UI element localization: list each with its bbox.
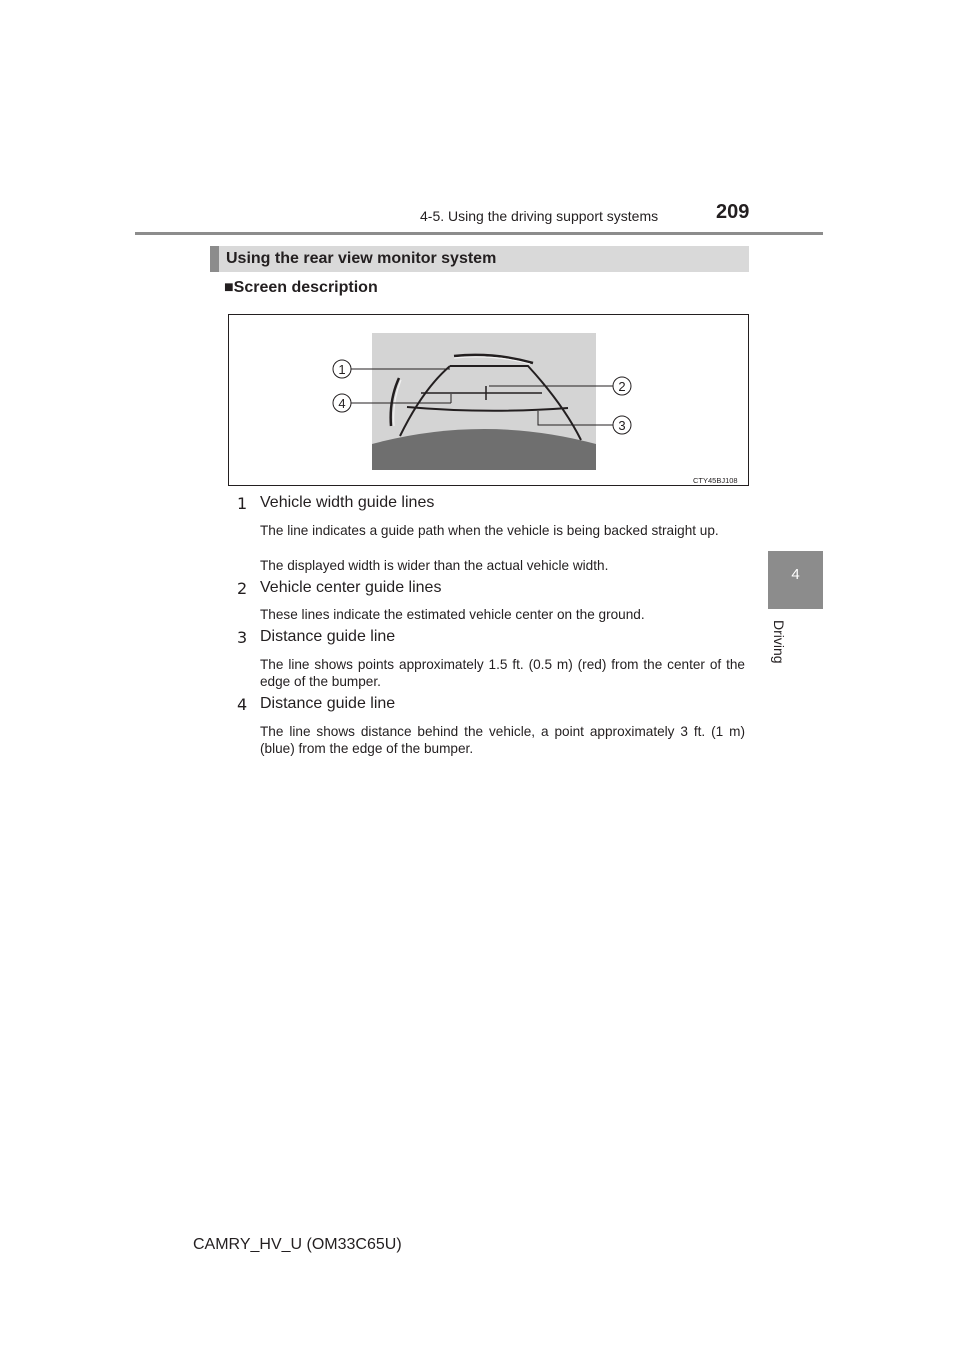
- running-head: 4-5. Using the driving support systems: [420, 208, 659, 224]
- item-4-body: The line shows distance behind the vehicle, a point approximately 3 ft. (1 m) (blue) from the edge of the bumper.: [260, 724, 745, 756]
- item-2-body: These lines indicate the estimated vehicle center on the ground.: [260, 607, 645, 622]
- section-title: Using the rear view monitor system: [226, 250, 497, 267]
- callout-1-label: 1: [338, 362, 346, 377]
- figure-code: CTY45BJ108: [693, 476, 738, 485]
- page-number: 209: [716, 201, 750, 223]
- chapter-number: 4: [791, 566, 800, 583]
- item-4-title: Distance guide line: [260, 695, 396, 712]
- item-1-title: Vehicle width guide lines: [260, 494, 435, 511]
- item-2-title: Vehicle center guide lines: [260, 579, 442, 596]
- item-3-title: Distance guide line: [260, 628, 396, 645]
- section-bar-accent: [210, 246, 219, 272]
- item-1-body-note: The displayed width is wider than the actual vehicle width.: [260, 558, 609, 573]
- callout-3-label: 3: [618, 418, 626, 433]
- item-3-number: 3: [237, 628, 248, 647]
- item-1-body: The line indicates a guide path when the vehicle is being backed straight up.: [260, 523, 719, 538]
- callout-4-label: 4: [338, 396, 346, 411]
- callout-2-label: 2: [618, 379, 626, 394]
- header-rule: [135, 232, 823, 235]
- subheading: ■Screen description: [224, 279, 378, 296]
- rear-view-monitor-figure: [228, 314, 749, 486]
- chapter-label: [769, 620, 789, 690]
- item-1-number: 1: [237, 494, 248, 513]
- chapter-label-text: Driving: [771, 620, 787, 664]
- item-4-number: 4: [237, 695, 248, 714]
- item-2-number: 2: [237, 579, 248, 598]
- item-3-body: The line shows points approximately 1.5 ft. (0.5 m) (red) from the center of the edge of the bumper.: [260, 657, 745, 689]
- footer-model-code: CAMRY_HV_U (OM33C65U): [193, 1236, 402, 1253]
